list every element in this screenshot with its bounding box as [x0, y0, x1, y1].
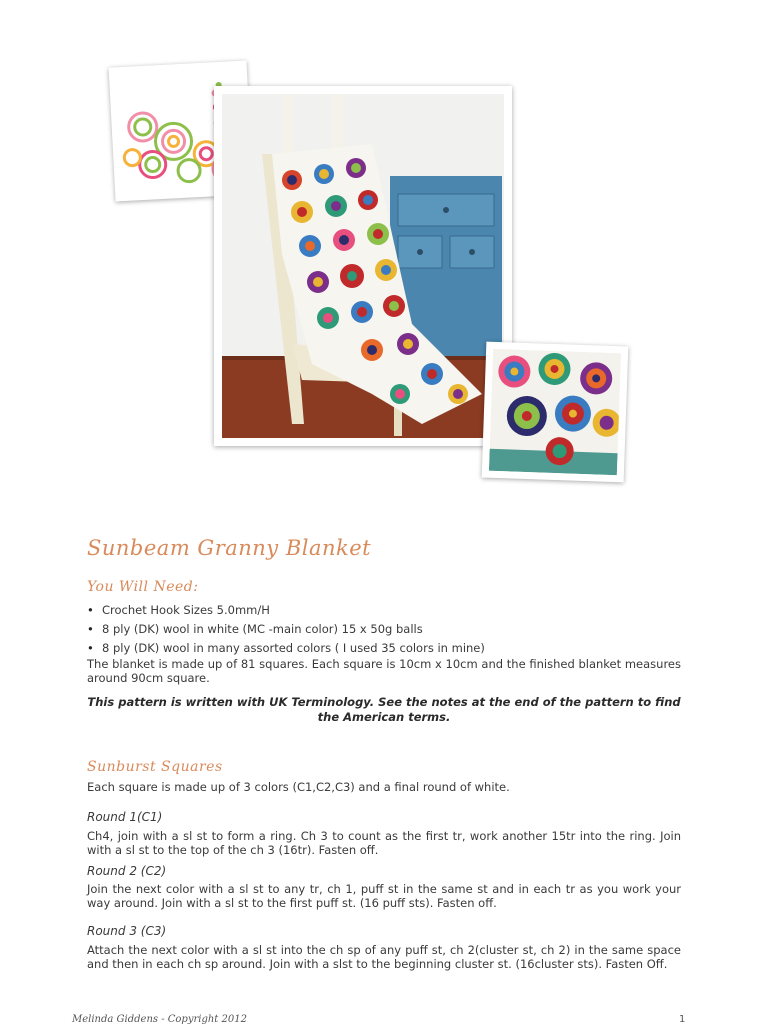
squares-closeup-photo — [482, 342, 629, 483]
sunburst-squares-heading: Sunburst Squares — [87, 759, 223, 775]
page-number: 1 — [679, 1014, 686, 1025]
round-3-heading: Round 3 (C3) — [87, 924, 167, 938]
terminology-note: This pattern is written with UK Terminology. See the notes at the end of the pattern to find the American terms. — [87, 695, 681, 724]
round-3-text: Attach the next color with a sl st into the ch sp of any puff st, ch 2(cluster st, ch 2) in the same space and then in each ch sp around. Join with a slst to the beginning cluster st. (16cluster sts). Fasten Off. — [87, 943, 681, 971]
squares-closeup-image — [489, 349, 621, 475]
page-title: Sunbeam Granny Blanket — [87, 536, 372, 560]
you-will-need-heading: You Will Need: — [87, 579, 199, 595]
squares-intro: Each square is made up of 3 colors (C1,C2,C3) and a final round of white. — [87, 780, 510, 794]
list-item: • Crochet Hook Sizes 5.0mm/H — [87, 601, 485, 620]
round-1-heading: Round 1(C1) — [87, 810, 163, 824]
list-item: • 8 ply (DK) wool in white (MC -main color) 15 x 50g balls — [87, 620, 485, 639]
materials-list — [87, 601, 485, 658]
round-2-text: Join the next color with a sl st to any tr, ch 1, puff st in the same st and in each tr as you work your way around. Join with a sl st to the first puff st. (16 puff sts). Fasten off. — [87, 882, 681, 910]
blanket-description: The blanket is made up of 81 squares. Each square is 10cm x 10cm and the finished blanket measures around 90cm square. — [87, 657, 681, 685]
round-2-heading: Round 2 (C2) — [87, 864, 167, 878]
footer-credit: Melinda Giddens - Copyright 2012 — [72, 1014, 247, 1025]
blanket-on-chair-photo — [214, 86, 512, 446]
list-item: • 8 ply (DK) wool in many assorted colors ( I used 35 colors in mine) — [87, 639, 485, 658]
round-1-text: Ch4, join with a sl st to form a ring. Ch 3 to count as the first tr, work another 15tr into the ring. Join with a sl st to the top of the ch 3 (16tr). Fasten off. — [87, 829, 681, 857]
blanket-on-chair-image — [222, 94, 504, 438]
